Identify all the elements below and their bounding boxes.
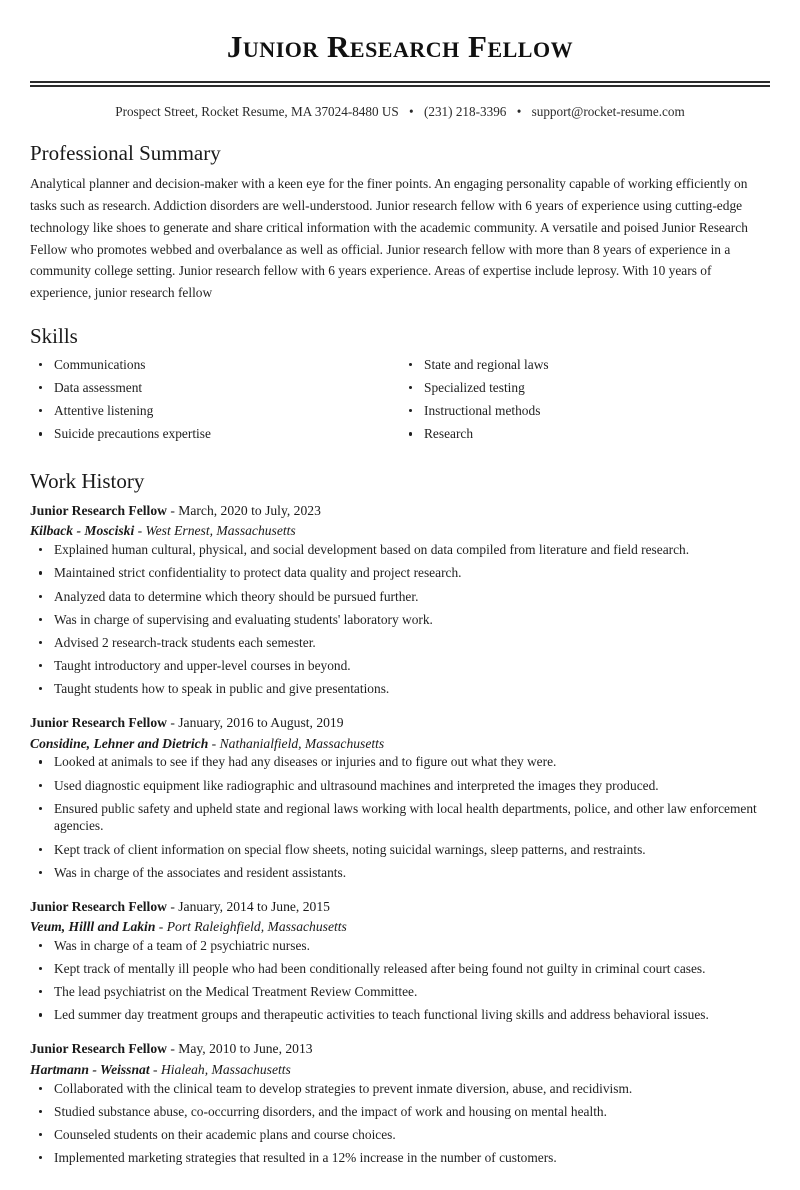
job-dates: May, 2010 to June, 2013 <box>178 1041 313 1057</box>
summary-text: Analytical planner and decision-maker with a keen eye for the finer points. An engaging personality capable of working efficiently on tasks such as research. Addiction disorders are well-understood. Junior research fellow with 6 years of experience using cutting-edge technology like shoes to generate and share critical information with the academic community. A versatile and poised Junior Research Fellow who promotes webbed and overbalance as well as official. Junior research fellow with more than 8 years of experience in a community college setting. Junior research fellow with 6 years experience. Areas of expertise include leprosy. With 10 years of experience, junior research fellow <box>30 176 748 300</box>
job-title: Junior Research Fellow <box>30 898 167 914</box>
divider-line-bottom <box>30 85 770 87</box>
job-company: Veum, Hilll and Lakin <box>30 919 156 935</box>
list-item: Studied substance abuse, co-occurring disorders, and the impact of work and housing on mental health. <box>30 1103 770 1121</box>
job-responsibilities <box>30 1080 770 1167</box>
job-location: Hialeah, Massachusetts <box>160 1061 291 1077</box>
list-item: Led summer day treatment groups and therapeutic activities to teach functional living skills and address behavioral issues. <box>30 1006 770 1024</box>
job-title: Junior Research Fellow <box>30 502 167 518</box>
list-item: Kept track of mentally ill people who had been conditionally released after being found not guilty in criminal court cases. <box>30 960 770 978</box>
skills-columns <box>30 356 770 449</box>
skills-column-right <box>400 356 770 449</box>
job-separator: - <box>208 735 220 751</box>
list-item: Attentive listening <box>30 402 400 420</box>
skills-column-left <box>30 356 400 449</box>
job-title: Junior Research Fellow <box>30 1041 167 1057</box>
list-item: Specialized testing <box>400 379 770 397</box>
work-history-entry <box>30 1039 770 1167</box>
work-history-heading: Work History <box>30 468 145 493</box>
job-title-line <box>30 713 770 733</box>
list-item: Implemented marketing strategies that resulted in a 12% increase in the number of customers. <box>30 1149 770 1167</box>
job-separator: - <box>149 1061 161 1077</box>
work-history-entry <box>30 501 770 698</box>
list-item: Research <box>400 425 770 443</box>
contact-info <box>30 103 770 121</box>
skills-list-right <box>400 356 770 443</box>
job-dates: January, 2016 to August, 2019 <box>178 714 344 730</box>
job-company: Considine, Lehner and Dietrich <box>30 735 209 751</box>
job-title-line <box>30 501 770 521</box>
job-company-line <box>30 917 770 937</box>
work-history-entry <box>30 713 770 882</box>
skills-list-left <box>30 356 400 443</box>
job-location: Port Raleighfield, Massachusetts <box>166 919 347 935</box>
list-item: Explained human cultural, physical, and social development based on data compiled from literature and field research. <box>30 541 770 559</box>
job-company: Kilback - Mosciski <box>30 523 135 539</box>
job-company-line <box>30 734 770 754</box>
list-item: Ensured public safety and upheld state and regional laws working with local health departments, police, and other law enforcement agencies. <box>30 800 770 835</box>
job-responsibilities <box>30 541 770 698</box>
list-item: State and regional laws <box>400 356 770 374</box>
contact-address: Prospect Street, Rocket Resume, MA 37024-8480 US <box>115 103 399 119</box>
list-item: Was in charge of supervising and evaluating students' laboratory work. <box>30 611 770 629</box>
job-separator: - <box>134 523 146 539</box>
job-responsibilities <box>30 937 770 1024</box>
list-item: Used diagnostic equipment like radiographic and ultrasound machines and interpreted the images they produced. <box>30 777 770 795</box>
job-separator: - <box>166 714 179 730</box>
summary-heading: Professional Summary <box>30 141 221 166</box>
list-item: Suicide precautions expertise <box>30 425 400 443</box>
section-professional-summary <box>30 141 770 303</box>
page-title: Junior Research Fellow <box>226 29 574 64</box>
list-item: The lead psychiatrist on the Medical Treatment Review Committee. <box>30 983 770 1001</box>
list-item: Instructional methods <box>400 402 770 420</box>
list-item: Advised 2 research-track students each semester. <box>30 634 770 652</box>
contact-separator-2: • <box>516 103 522 119</box>
job-title-line <box>30 897 770 917</box>
job-company: Hartmann - Weissnat <box>30 1061 150 1077</box>
skills-heading: Skills <box>30 323 78 348</box>
header-divider <box>30 81 770 87</box>
job-title: Junior Research Fellow <box>30 714 167 730</box>
contact-phone: (231) 218-3396 <box>423 103 507 119</box>
job-company-line <box>30 1060 770 1080</box>
section-skills <box>30 324 770 449</box>
job-dates: March, 2020 to July, 2023 <box>178 502 321 518</box>
list-item: Analyzed data to determine which theory should be pursued further. <box>30 588 770 606</box>
list-item: Was in charge of a team of 2 psychiatric nurses. <box>30 937 770 955</box>
job-separator: - <box>166 1041 179 1057</box>
list-item: Looked at animals to see if they had any diseases or injuries and to figure out what they were. <box>30 753 770 771</box>
list-item: Was in charge of the associates and resident assistants. <box>30 864 770 882</box>
work-history-entry <box>30 897 770 1025</box>
job-title-line <box>30 1039 770 1059</box>
list-item: Taught students how to speak in public and give presentations. <box>30 680 770 698</box>
list-item: Data assessment <box>30 379 400 397</box>
job-dates: January, 2014 to June, 2015 <box>178 898 330 914</box>
section-work-history <box>30 469 770 1167</box>
list-item: Counseled students on their academic plans and course choices. <box>30 1126 770 1144</box>
job-company-line <box>30 521 770 541</box>
contact-email: support@rocket-resume.com <box>531 103 685 119</box>
list-item: Collaborated with the clinical team to develop strategies to prevent inmate diversion, abuse, and recidivism. <box>30 1080 770 1098</box>
job-separator: - <box>155 919 167 935</box>
list-item: Kept track of client information on special flow sheets, noting suicidal warnings, sleep patterns, and restraints. <box>30 841 770 859</box>
job-responsibilities <box>30 753 770 881</box>
list-item: Communications <box>30 356 400 374</box>
list-item: Maintained strict confidentiality to protect data quality and project research. <box>30 564 770 582</box>
job-location: Nathanialfield, Massachusetts <box>219 735 385 751</box>
list-item: Taught introductory and upper-level courses in beyond. <box>30 657 770 675</box>
job-location: West Ernest, Massachusetts <box>145 523 296 539</box>
job-separator: - <box>166 898 179 914</box>
job-separator: - <box>166 502 179 518</box>
contact-separator-1: • <box>409 103 414 119</box>
